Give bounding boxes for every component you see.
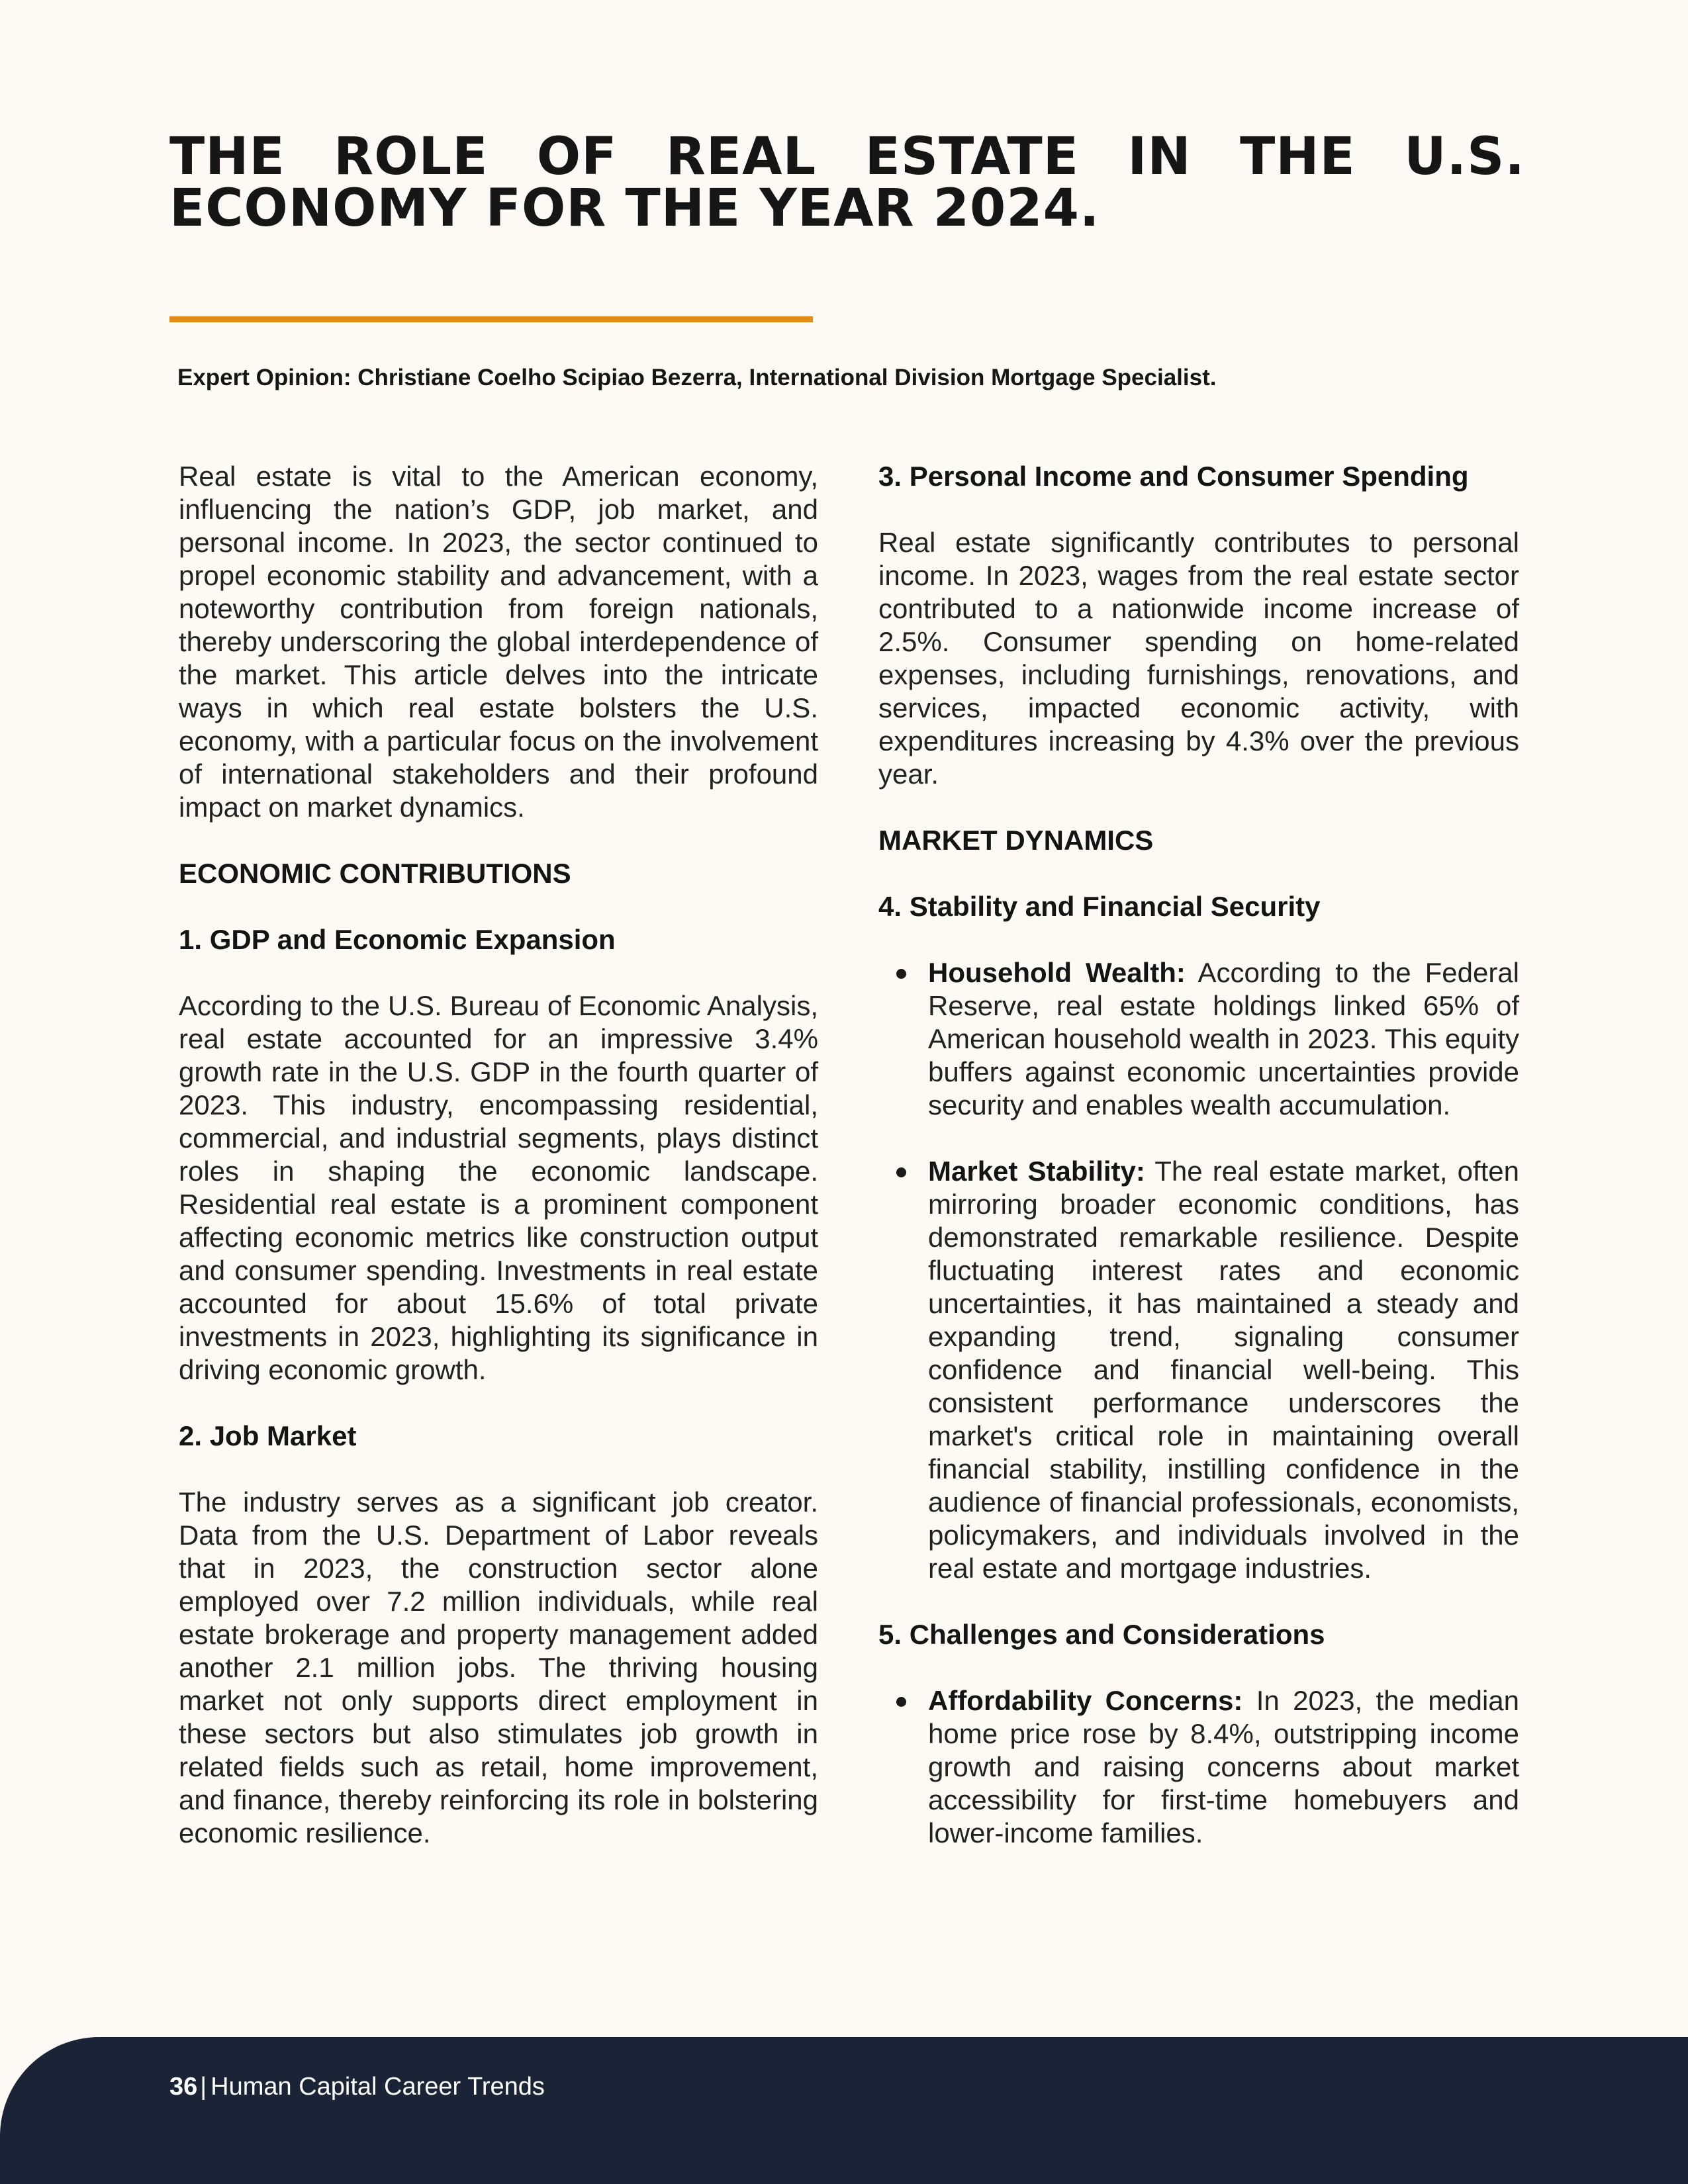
expert-byline: Expert Opinion: Christiane Coelho Scipiao Bezerra, International Division Mortgage Specialist. <box>177 365 1217 390</box>
stability-bullet-list <box>878 956 1519 1585</box>
article-title <box>169 127 1525 238</box>
gdp-heading: 1. GDP and Economic Expansion <box>179 924 616 955</box>
list-item <box>928 956 1519 1122</box>
list-item <box>928 1155 1519 1585</box>
personal-income-paragraph: Real estate significantly contributes to personal income. In 2023, wages from the real estate sector contributed to a nationwide income increase of 2.5%. Consumer spending on home-related expenses, including furnishings, renovations, and services, impacted economic activity, with expenditures increasing by 4.3% over the previous year. <box>878 527 1519 790</box>
personal-income-heading: 3. Personal Income and Consumer Spending <box>878 461 1469 492</box>
page-number: 36 <box>169 2073 198 2101</box>
job-market-heading: 2. Job Market <box>179 1420 357 1451</box>
right-column <box>878 460 1519 1883</box>
title-accent-rule <box>169 316 813 322</box>
list-item <box>928 1684 1519 1850</box>
bullet-text: According to the Federal Reserve, real estate holdings linked 65% of American household wealth in 2023. This equity buffers against economic uncertainties provide security and enables wealth accumulation. <box>928 957 1519 1120</box>
challenges-bullet-list <box>878 1684 1519 1850</box>
footer-bar <box>0 2037 1688 2184</box>
gdp-paragraph: According to the U.S. Bureau of Economic Analysis, real estate accounted for an impressive 3.4% growth rate in the U.S. GDP in the fourth quarter of 2023. This industry, encompassing residential, commercial, and industrial segments, plays distinct roles in shaping the economic landscape. Residential real estate is a prominent component affecting economic metrics like construction output and consumer spending. Investments in real estate accounted for about 15.6% of total private investments in 2023, highlighting its significance in driving economic growth. <box>179 990 818 1385</box>
left-column <box>179 460 818 1883</box>
bullet-label: Market Stability: <box>928 1156 1145 1187</box>
footer-separator: | <box>200 2073 207 2101</box>
publication-name: Human Capital Career Trends <box>211 2073 545 2101</box>
bullet-text: In 2023, the median home price rose by 8.4%, outstripping income growth and raising concerns about market accessibility for first-time homebuyers and lower-income families. <box>928 1685 1519 1848</box>
stability-heading: 4. Stability and Financial Security <box>878 891 1321 922</box>
bullet-text: The real estate market, often mirroring broader economic conditions, has demonstrated remarkable resilience. Despite fluctuating interest rates and economic uncertainties, it has maintained a steady and expanding trend, signaling consumer confidence and financial well-being. This consistent performance underscores the market's critical role in maintaining overall financial stability, instilling confidence in the audience of financial professionals, economists, policymakers, and individuals involved in the real estate and mortgage industries. <box>928 1156 1519 1584</box>
footer-label <box>169 2070 545 2103</box>
job-market-paragraph: The industry serves as a significant job creator. Data from the U.S. Department of Labor reveals that in 2023, the construction sector alone employed over 7.2 million individuals, while real estate brokerage and property management added another 2.1 million jobs. The thriving housing market not only supports direct employment in these sectors but also stimulates job growth in related fields such as retail, home improvement, and finance, thereby reinforcing its role in bolstering economic resilience. <box>179 1486 818 1848</box>
market-dynamics-heading: MARKET DYNAMICS <box>878 825 1154 856</box>
bullet-label: Household Wealth: <box>928 957 1186 988</box>
article-title-line-2: ECONOMY FOR THE YEAR 2024. <box>169 179 1100 238</box>
challenges-heading: 5. Challenges and Considerations <box>878 1619 1325 1650</box>
bullet-label: Affordability Concerns: <box>928 1685 1243 1716</box>
intro-paragraph: Real estate is vital to the American economy, influencing the nation’s GDP, job market, and personal income. In 2023, the sector continued to propel economic stability and advancement, with a noteworthy contribution from foreign nationals, thereby underscoring the global interdependence of the market. This article delves into the intricate ways in which real estate bolsters the U.S. economy, with a particular focus on the involvement of international stakeholders and their profound impact on market dynamics. <box>179 461 818 823</box>
economic-contributions-heading: ECONOMIC CONTRIBUTIONS <box>179 858 571 889</box>
article-title-line-1: THE ROLE OF REAL ESTATE IN THE U.S. <box>169 127 1525 187</box>
